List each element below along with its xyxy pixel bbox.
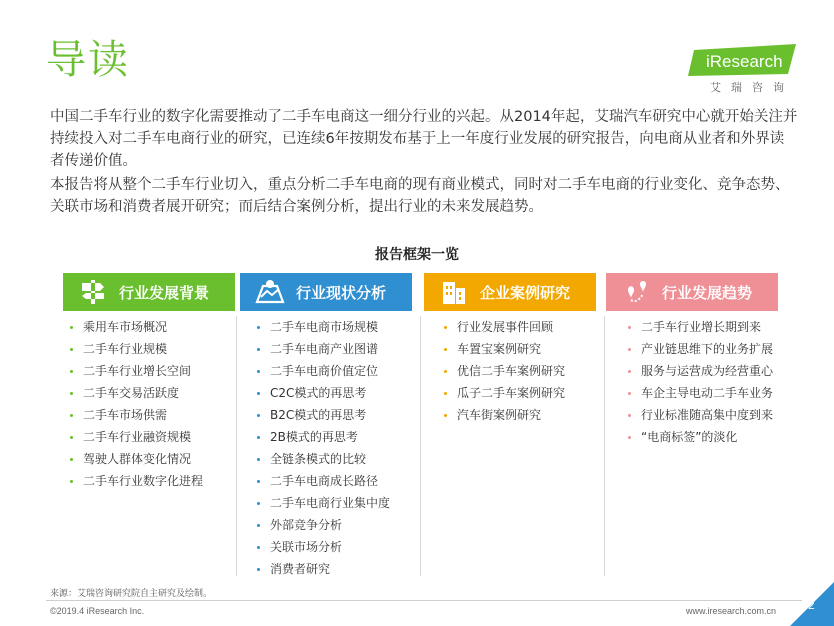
list-item: 关联市场分析 [255,536,429,558]
list-item: 瓜子二手车案例研究 [442,382,616,404]
list-item: 二手车电商成长路径 [255,470,429,492]
list-item: 二手车电商行业集中度 [255,492,429,514]
intro-paragraph-2: 本报告将从整个二手车行业切入，重点分析二手车电商的现有商业模式，同时对二手车电商的行业变化、竞争态势、关联市场和消费者展开研究；而后结合案例分析，提出行业的未来发展趋势。 [50,177,790,215]
list-item: 二手车行业数字化进程 [68,470,242,492]
column-status-items [255,316,429,580]
column-trends-items [626,316,800,448]
list-item: 二手车行业增长期到来 [626,316,800,338]
page-title: 导读 [46,37,130,83]
column-divider [236,316,237,576]
page-number: 2 [808,598,815,612]
copyright-text: ©2019.4 iResearch Inc. [50,606,145,616]
list-item: 二手车行业融资规模 [68,426,242,448]
list-item: 二手车交易活跃度 [68,382,242,404]
signpost-icon [75,277,111,307]
card-title-status: 行业现状分析 [296,283,387,302]
logo-brand-text: iResearch [706,52,783,71]
column-background-items [68,316,242,492]
card-header-trends [606,273,778,311]
list-item: 车置宝案例研究 [442,338,616,360]
column-cases-items [442,316,616,426]
list-item: 全链条模式的比较 [255,448,429,470]
list-item: 优信二手车案例研究 [442,360,616,382]
list-item: 二手车电商产业图谱 [255,338,429,360]
list-item: 外部竞争分析 [255,514,429,536]
list-item: 二手车行业规模 [68,338,242,360]
building-icon [436,277,472,307]
list-item: 服务与运营成为经营重心 [626,360,800,382]
column-divider [420,316,421,576]
list-item: 驾驶人群体变化情况 [68,448,242,470]
card-header-cases [424,273,596,311]
list-item: 车企主导电动二手车业务 [626,382,800,404]
card-title-background: 行业发展背景 [119,283,210,302]
footer-divider [46,600,802,601]
list-item: B2C模式的再思考 [255,404,429,426]
list-item: C2C模式的再思考 [255,382,429,404]
card-title-cases: 企业案例研究 [480,283,571,302]
source-note: 来源：艾瑞咨询研究院自主研究及绘制。 [50,589,213,599]
list-item: 行业发展事件回顾 [442,316,616,338]
list-item: 行业标准随高集中度到来 [626,404,800,426]
card-title-trends: 行业发展趋势 [662,283,753,302]
list-item: 2B模式的再思考 [255,426,429,448]
framework-title: 报告框架一览 [375,247,459,263]
card-header-background [63,273,235,311]
iresearch-logo [688,44,800,96]
route-icon [618,277,654,307]
list-item: 二手车行业增长空间 [68,360,242,382]
intro-text [50,106,798,220]
list-item: 二手车电商市场规模 [255,316,429,338]
list-item: 二手车市场供需 [68,404,242,426]
website-link[interactable]: www.iresearch.com.cn [686,606,777,616]
logo-chinese-text: 艾瑞咨询 [710,81,794,94]
list-item: 乘用车市场概况 [68,316,242,338]
intro-paragraph-1: 中国二手车行业的数字化需要推动了二手车电商这一细分行业的兴起。从2014年起，艾瑞汽车研究中心就开始关注并持续投入对二手车电商行业的研究，已连续6年按期发布基于上一年度行业发展的研究报告，向电商从业者和外界读者传递价值。 [50,109,798,169]
list-item: 二手车电商价值定位 [255,360,429,382]
map-icon [252,277,288,307]
card-header-status [240,273,412,311]
list-item: 汽车街案例研究 [442,404,616,426]
list-item: 消费者研究 [255,558,429,580]
column-divider [604,316,605,576]
list-item: “电商标签”的淡化 [626,426,800,448]
list-item: 产业链思维下的业务扩展 [626,338,800,360]
